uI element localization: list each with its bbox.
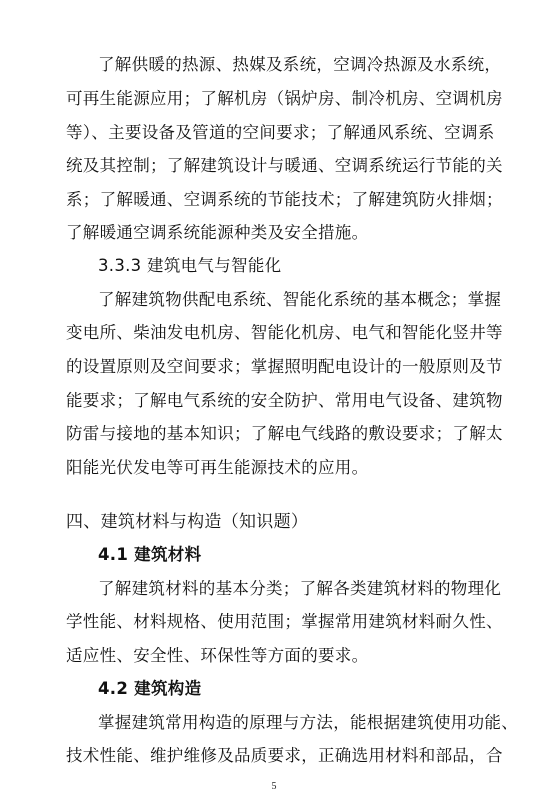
paragraph-line: 学性能、材料规格、使用范围；掌握常用建筑材料耐久性、: [66, 612, 503, 631]
paragraph-line: 的设置原则及空间要求；掌握照明配电设计的一般原则及节: [66, 357, 503, 376]
paragraph-line: 可再生能源应用；了解机房（锅炉房、制冷机房、空调机房: [66, 89, 503, 108]
part-heading-4: 四、建筑材料与构造（知识题）: [66, 512, 309, 532]
paragraph-line: 了解建筑物供配电系统、智能化系统的基本概念；掌握: [98, 290, 502, 309]
paragraph-line: 了解供暖的热源、热媒及系统，空调冷热源及水系统，: [98, 55, 502, 74]
paragraph-line: 技术性能、维护维修及品质要求，正确选用材料和部品，合: [66, 746, 503, 765]
paragraph-line: 等）、主要设备及管道的空间要求；了解通风系统、空调系: [66, 123, 495, 142]
paragraph-line: 阳能光伏发电等可再生能源技术的应用。: [66, 458, 369, 477]
page-number: 5: [271, 781, 277, 792]
paragraph-line: 防雷与接地的基本知识；了解电气线路的敷设要求；了解太: [66, 424, 503, 443]
section-heading-3-3-3: 3.3.3 建筑电气与智能化: [98, 256, 282, 275]
paragraph-line: 变电所、柴油发电机房、智能化机房、电气和智能化竖井等: [66, 323, 503, 342]
paragraph-line: 掌握建筑常用构造的原理与方法，能根据建筑使用功能、: [98, 713, 518, 732]
paragraph-line: 系；了解暖通、空调系统的节能技术；了解建筑防火排烟；: [66, 190, 503, 209]
paragraph-line: 统及其控制；了解建筑设计与暖通、空调系统运行节能的关: [66, 156, 503, 175]
section-heading-4-2: 4.2 建筑构造: [98, 679, 202, 698]
paragraph-line: 了解暖通空调系统能源种类及安全措施。: [66, 223, 369, 242]
paragraph-line: 能要求；了解电气系统的安全防护、常用电气设备、建筑物: [66, 391, 503, 410]
paragraph-line: 适应性、安全性、环保性等方面的要求。: [66, 646, 369, 665]
section-heading-4-1: 4.1 建筑材料: [98, 545, 202, 564]
paragraph-line: 了解建筑材料的基本分类；了解各类建筑材料的物理化: [98, 579, 502, 598]
